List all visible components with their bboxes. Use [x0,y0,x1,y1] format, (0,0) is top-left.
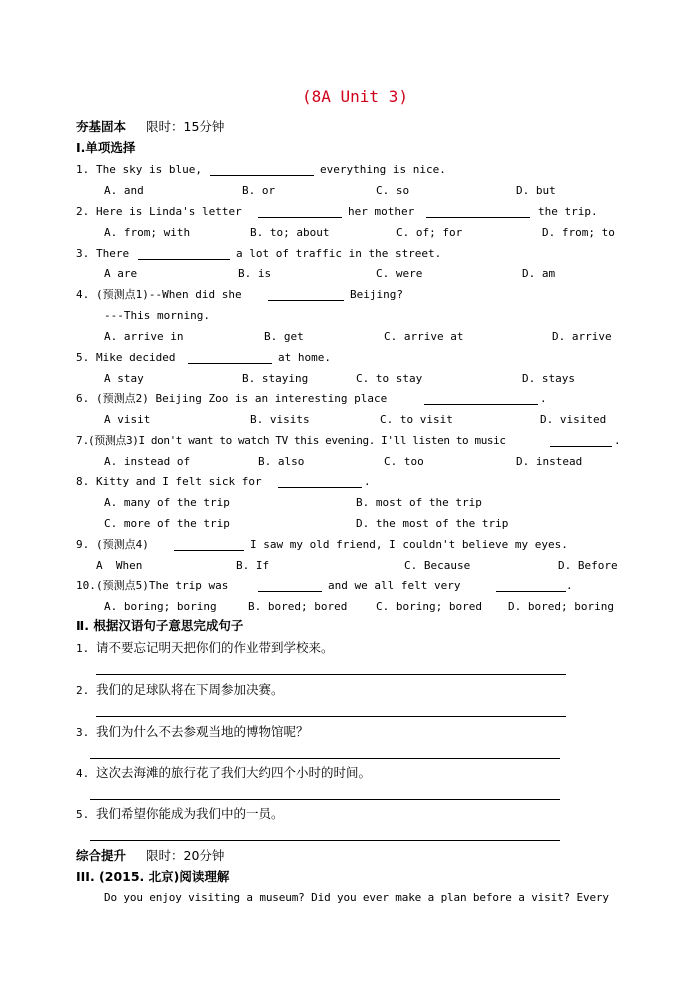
option-b: B. If [236,559,270,572]
question-number: 8. [76,475,90,488]
question-number: 4. [76,288,90,301]
option-a: A. boring; boring [104,600,217,613]
answer-blank[interactable] [258,217,342,218]
section-heading: 综合提升 [76,848,127,863]
answer-blank[interactable] [258,591,322,592]
question-text: the trip. [538,205,598,218]
question-number: 3. [76,247,90,260]
option-a: A. many of the trip [104,496,230,509]
option-a: A. from; with [104,226,191,239]
translation-prompt: 请不要忘记明天把你们的作业带到学校来。 [96,640,334,655]
item-number: 1. [76,642,90,655]
question-text: (预测点1)--When did she [96,288,242,301]
time-limit: 限时：15分钟 [146,119,225,134]
option-b: B. or [242,184,276,197]
option-a: A visit [104,413,151,426]
answer-blank[interactable] [426,217,530,218]
option-c: C. so [376,184,410,197]
translation-prompt: 这次去海滩的旅行花了我们大约四个小时的时间。 [96,765,372,780]
time-limit: 限时：20分钟 [146,848,225,863]
answer-blank[interactable] [174,550,244,551]
option-a: A. arrive in [104,330,184,343]
worksheet-title: (8A Unit 3) [302,87,408,106]
question-text: (预测点3)I don't want to watch TV this evening. I'll listen to music [88,434,506,447]
section-heading: 夯基固本 [76,119,127,134]
part-heading: III. (2015. 北京)阅读理解 [76,869,230,884]
option-c: C. Because [404,559,471,572]
question-text: at home. [278,351,331,364]
option-c: C. to stay [356,372,423,385]
question-text: Kitty and I felt sick for [96,475,262,488]
answer-line[interactable] [96,674,566,675]
answer-blank[interactable] [496,591,566,592]
option-b: B. bored; bored [248,600,348,613]
option-a: A. and [104,184,144,197]
option-d: D. from; to [542,226,615,239]
question-text: everything is nice. [320,163,446,176]
option-b: B. get [264,330,304,343]
question-number: 6. [76,392,90,405]
translation-prompt: 我们的足球队将在下周参加决赛。 [96,682,284,697]
answer-line[interactable] [90,799,560,800]
question-text: (预测点4) [96,538,149,551]
item-number: 2. [76,684,90,697]
question-text: . [364,475,371,488]
option-d: D. bored; boring [508,600,614,613]
answer-blank[interactable] [424,404,538,405]
option-d: D. stays [522,372,575,385]
question-text: a lot of traffic in the street. [236,247,442,260]
option-c: C. boring; bored [376,600,482,613]
question-text: There [96,247,130,260]
question-text: . [566,579,573,592]
answer-blank[interactable] [210,175,314,176]
question-text: (预测点5)The trip was [96,579,229,592]
option-d: D. the most of the trip [356,517,509,530]
option-d: D. am [522,267,556,280]
question-text: I saw my old friend, I couldn't believe my eyes. [250,538,568,551]
option-b: B. is [238,267,272,280]
option-d: D. Before [558,559,618,572]
option-c: C. of; for [396,226,463,239]
option-c: C. arrive at [384,330,464,343]
option-a: A. instead of [104,455,191,468]
question-text: (预测点2) Beijing Zoo is an interesting place [96,392,388,405]
option-c: C. more of the trip [104,517,230,530]
question-text: and we all felt very [328,579,461,592]
answer-line[interactable] [90,758,560,759]
answer-blank[interactable] [550,446,612,447]
part-heading: I.单项选择 [76,140,136,155]
question-text: ---This morning. [104,309,210,322]
option-a: A When [96,559,143,572]
question-number: 1. [76,163,90,176]
question-number: 2. [76,205,90,218]
option-b: B. staying [242,372,309,385]
question-text: her mother [348,205,415,218]
translation-prompt: 我们希望你能成为我们中的一员。 [96,806,284,821]
question-number: 7. [76,434,90,447]
option-d: D. instead [516,455,583,468]
question-number: 5. [76,351,90,364]
question-text: . [540,392,547,405]
answer-blank[interactable] [138,259,230,260]
reading-passage: Do you enjoy visiting a museum? Did you ever make a plan before a visit? Every [104,891,609,904]
question-text: . [614,434,621,447]
answer-line[interactable] [90,840,560,841]
option-a: A stay [104,372,144,385]
option-c: C. were [376,267,423,280]
option-b: B. visits [250,413,310,426]
option-d: D. but [516,184,556,197]
item-number: 5. [76,808,90,821]
answer-line[interactable] [96,716,566,717]
item-number: 4. [76,767,90,780]
question-text: Here is Linda's letter [96,205,242,218]
answer-blank[interactable] [278,487,362,488]
part-heading: Ⅱ. 根据汉语句子意思完成句子 [76,618,244,633]
item-number: 3. [76,726,90,739]
question-text: The sky is blue, [96,163,202,176]
question-text: Beijing? [350,288,403,301]
option-d: D. arrive [552,330,612,343]
answer-blank[interactable] [268,300,344,301]
option-b: B. to; about [250,226,330,239]
option-b: B. most of the trip [356,496,482,509]
question-number: 10. [76,579,96,592]
question-number: 9. [76,538,90,551]
option-b: B. also [258,455,305,468]
translation-prompt: 我们为什么不去参观当地的博物馆呢？ [96,724,309,739]
option-d: D. visited [540,413,607,426]
question-text: Mike decided [96,351,176,364]
option-c: C. too [384,455,424,468]
option-a: A are [104,267,138,280]
answer-blank[interactable] [188,363,272,364]
option-c: C. to visit [380,413,453,426]
